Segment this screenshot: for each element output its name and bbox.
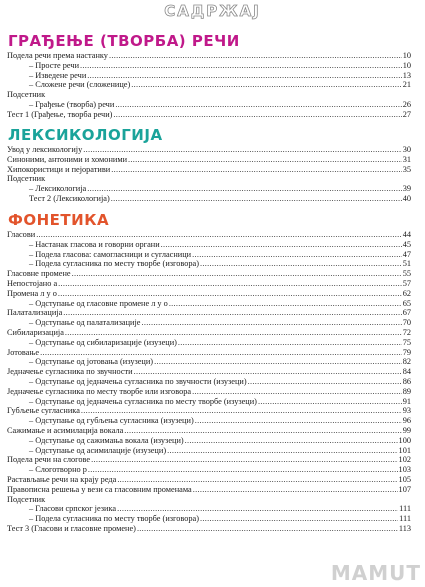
dot-leader xyxy=(134,367,402,377)
toc-header xyxy=(0,0,425,22)
entry-label: Тест 1 (Грађење, творба речи) xyxy=(7,109,113,119)
toc-entry xyxy=(7,299,411,309)
entry-label: Подела речи према настанку xyxy=(7,51,108,60)
entry-label: Подсетник xyxy=(7,174,46,184)
entry-page-number: 47 xyxy=(402,249,411,259)
entry-page-number: 51 xyxy=(402,259,411,269)
toc-entry xyxy=(7,279,411,289)
entry-label: Јотовање xyxy=(7,347,40,357)
entry-label: – Одступање од сажимања вокала (изузеци) xyxy=(29,435,184,445)
entry-label: Сибиларизација xyxy=(7,327,64,337)
dot-leader xyxy=(192,387,402,397)
entry-list xyxy=(7,230,411,534)
entry-page-number: 45 xyxy=(402,239,411,249)
dot-leader xyxy=(58,279,402,289)
toc-entry xyxy=(7,485,411,495)
toc-entry xyxy=(7,446,411,456)
entry-page-number: 100 xyxy=(398,435,411,445)
dot-leader xyxy=(111,194,402,204)
toc-entry xyxy=(7,436,411,446)
toc-entry xyxy=(7,71,411,81)
toc-entry xyxy=(7,289,411,299)
entry-label: – Подела гласова: самогласници и сугласници xyxy=(29,249,192,259)
entry-label: Губљење сугласника xyxy=(7,406,80,416)
dot-leader xyxy=(169,299,402,309)
dot-leader xyxy=(117,475,397,485)
entry-list xyxy=(7,145,411,204)
toc-entry xyxy=(7,387,411,397)
dot-leader xyxy=(88,465,398,475)
dot-leader xyxy=(128,155,402,165)
entry-page-number: 79 xyxy=(402,347,411,357)
toc-entry xyxy=(7,184,411,194)
dot-leader xyxy=(154,357,402,367)
toc-entry xyxy=(7,308,411,318)
toc-entry xyxy=(7,406,411,416)
toc-entry xyxy=(7,145,411,155)
entry-page-number: 10 xyxy=(402,51,411,60)
entry-page-number: 65 xyxy=(402,298,411,308)
entry-page-number: 75 xyxy=(402,337,411,347)
entry-label: – Настанак гласова и говорни органи xyxy=(29,239,160,249)
toc-entry xyxy=(7,194,411,204)
dot-leader xyxy=(193,485,398,495)
entry-page-number: 44 xyxy=(402,230,411,239)
entry-label: Хипокористици и пејоративи xyxy=(7,164,111,174)
entry-label: Синоними, антоними и хомоними xyxy=(7,154,128,164)
dot-leader xyxy=(200,514,398,524)
entry-page-number: 21 xyxy=(402,80,411,90)
entry-label: – Лексикологија xyxy=(29,184,87,194)
dot-leader xyxy=(87,71,401,81)
toc-entry xyxy=(7,61,411,71)
entry-label: – Одступање од једначења сугласника по месту творбе (изузеци) xyxy=(29,396,257,406)
toc-entry xyxy=(7,230,411,240)
dot-leader xyxy=(80,61,402,71)
dot-leader xyxy=(248,377,402,387)
entry-page-number: 10 xyxy=(402,60,411,70)
dot-leader xyxy=(109,51,402,61)
toc-entry xyxy=(7,165,411,175)
entry-page-number: 82 xyxy=(402,357,411,367)
entry-label: Промена л у о xyxy=(7,288,57,298)
entry-page-number: 96 xyxy=(402,416,411,426)
entry-page-number: 72 xyxy=(402,327,411,337)
toc-entry xyxy=(7,250,411,260)
entry-page-number: 67 xyxy=(402,308,411,318)
entry-label: Гласовне промене xyxy=(7,269,71,279)
entry-label: Једначење сугласника по звучности xyxy=(7,367,133,377)
entry-page-number: 30 xyxy=(402,145,411,154)
section-word-formation xyxy=(7,32,411,120)
toc-entry xyxy=(7,465,411,475)
entry-label: Палатализација xyxy=(7,308,63,318)
entry-label: – Одступање од асимилације (изузеци) xyxy=(29,445,167,455)
dot-leader xyxy=(124,426,401,436)
toc-entry xyxy=(7,416,411,426)
dot-leader xyxy=(63,308,401,318)
entry-page-number: 102 xyxy=(398,455,411,465)
entry-page-number: 55 xyxy=(402,269,411,279)
entry-page-number: 111 xyxy=(399,504,411,514)
entry-label: – Подела сугласника по месту творбе (изговора) xyxy=(29,514,199,524)
entry-label: – Одступање од једначења сугласника по звучности (изузеци) xyxy=(29,376,247,386)
section-title: ГРАЂЕЊЕ (ТВОРБА) РЕЧИ xyxy=(8,32,240,50)
entry-page-number: 107 xyxy=(398,484,411,494)
entry-label: – Одступање од гласовне промене л у о xyxy=(29,298,168,308)
entry-label: Непостојано а xyxy=(7,278,58,288)
entry-label: Тест 3 (Гласови и гласовне промене) xyxy=(7,523,136,533)
section-title: ЛЕКСИКОЛОГИЈА xyxy=(8,126,163,144)
entry-label: – Подела сугласника по месту творбе (изговора) xyxy=(29,259,199,269)
dot-leader xyxy=(167,446,397,456)
toc-subheading xyxy=(7,90,411,100)
entry-label: Гласови xyxy=(7,230,36,239)
entry-page-number: 113 xyxy=(398,523,411,533)
entry-label: Растављање речи на крају реда xyxy=(7,474,117,484)
toc-entry xyxy=(7,80,411,90)
dot-leader xyxy=(83,145,401,155)
entry-page-number: 99 xyxy=(402,425,411,435)
dot-leader xyxy=(137,524,398,534)
entry-page-number: 84 xyxy=(402,367,411,377)
entry-page-number: 39 xyxy=(402,184,411,194)
entry-page-number: 13 xyxy=(402,70,411,80)
toc-entry xyxy=(7,155,411,165)
dot-leader xyxy=(111,165,402,175)
dot-leader xyxy=(178,338,402,348)
toc-subheading xyxy=(7,495,411,505)
entry-page-number: 27 xyxy=(402,109,411,119)
entry-label: – Гласови српског језика xyxy=(29,504,117,514)
entry-page-number: 70 xyxy=(402,318,411,328)
toc-subheading xyxy=(7,174,411,184)
dot-leader xyxy=(40,348,402,358)
entry-label: – Слоготворно р xyxy=(29,465,87,475)
toc-entry xyxy=(7,475,411,485)
dot-leader xyxy=(117,504,398,514)
entry-label: – Одступање од јотовања (изузеци) xyxy=(29,357,154,367)
entry-label: Увод у лексикологију xyxy=(7,145,83,154)
section-phonetics xyxy=(7,211,411,534)
dot-leader xyxy=(115,100,401,110)
entry-label: Подела речи на слогове xyxy=(7,455,91,465)
entry-label: Сажимање и асимилација вокала xyxy=(7,425,124,435)
toc-entry xyxy=(7,524,411,534)
toc-entry xyxy=(7,455,411,465)
entry-label: – Изведене речи xyxy=(29,70,87,80)
dot-leader xyxy=(113,110,401,120)
entry-page-number: 101 xyxy=(398,445,411,455)
toc-entry xyxy=(7,397,411,407)
toc-entry xyxy=(7,110,411,120)
toc-entry xyxy=(7,51,411,61)
entry-page-number: 103 xyxy=(398,465,411,475)
toc-entry xyxy=(7,259,411,269)
dot-leader xyxy=(65,328,402,338)
toc-entry xyxy=(7,100,411,110)
entry-label: Једначење сугласника по месту творбе или изговора xyxy=(7,386,192,396)
toc-entry xyxy=(7,348,411,358)
toc-entry xyxy=(7,338,411,348)
entry-page-number: 111 xyxy=(399,514,411,524)
entry-label: – Одступање од губљења сугласника (изузеци) xyxy=(29,416,194,426)
dot-leader xyxy=(87,184,402,194)
entry-label: Подсетник xyxy=(7,90,46,100)
entry-page-number: 93 xyxy=(402,406,411,416)
toc-entry xyxy=(7,367,411,377)
dot-leader xyxy=(81,406,402,416)
entry-label: Подсетник xyxy=(7,494,46,504)
entry-page-number: 26 xyxy=(402,99,411,109)
entry-label: – Грађење (творба) речи xyxy=(29,99,115,109)
toc-entry xyxy=(7,240,411,250)
entry-label: – Сложене речи (сложенице) xyxy=(29,80,131,90)
dot-leader xyxy=(200,259,402,269)
dot-leader xyxy=(185,436,398,446)
entry-label: Тест 2 (Лексикологија) xyxy=(29,193,110,203)
entry-page-number: 31 xyxy=(402,154,411,164)
dot-leader xyxy=(141,318,401,328)
toc-title: САДРЖАЈ xyxy=(164,2,261,20)
entry-page-number: 35 xyxy=(402,164,411,174)
entry-page-number: 105 xyxy=(398,474,411,484)
dot-leader xyxy=(36,230,402,240)
entry-page-number: 40 xyxy=(402,193,411,203)
entry-page-number: 91 xyxy=(402,396,411,406)
entry-page-number: 57 xyxy=(402,278,411,288)
toc-entry xyxy=(7,377,411,387)
toc-entry xyxy=(7,504,411,514)
entry-label: – Одступање од сибиларизације (изузеци) xyxy=(29,337,177,347)
entry-label: Правописна решења у вези са гласовним променама xyxy=(7,484,192,494)
dot-leader xyxy=(72,269,402,279)
dot-leader xyxy=(131,80,401,90)
toc-entry xyxy=(7,357,411,367)
toc-entry xyxy=(7,514,411,524)
entry-page-number: 62 xyxy=(402,288,411,298)
entry-page-number: 86 xyxy=(402,376,411,386)
dot-leader xyxy=(258,397,402,407)
entry-page-number: 89 xyxy=(402,386,411,396)
section-lexicology xyxy=(7,126,411,204)
toc-entry xyxy=(7,269,411,279)
toc-entry xyxy=(7,426,411,436)
entry-label: – Просте речи xyxy=(29,60,80,70)
entry-label: – Одступање од палатализације xyxy=(29,318,141,328)
dot-leader xyxy=(58,289,402,299)
entry-list xyxy=(7,51,411,120)
section-title: ФОНЕТИКА xyxy=(8,211,110,229)
dot-leader xyxy=(91,455,397,465)
dot-leader xyxy=(192,250,402,260)
watermark: MAMUT xyxy=(330,561,421,585)
toc-entry xyxy=(7,318,411,328)
toc-entry xyxy=(7,328,411,338)
dot-leader xyxy=(195,416,402,426)
dot-leader xyxy=(161,240,402,250)
